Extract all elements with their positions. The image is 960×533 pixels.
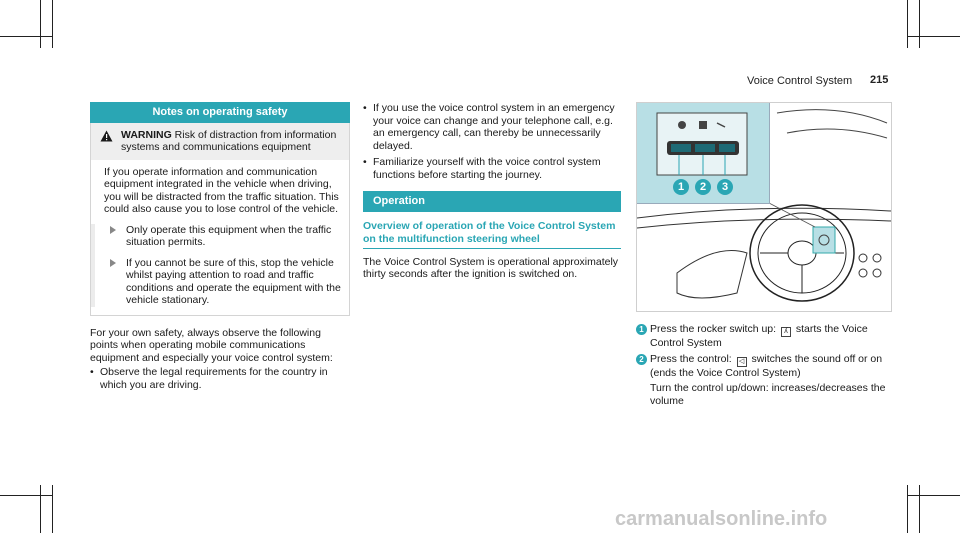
left-column (90, 102, 350, 395)
running-header-title: Voice Control System (747, 75, 853, 87)
voice-control-icon: ʎ (781, 327, 791, 337)
section-title-safety: Notes on operating safety (90, 102, 350, 123)
control-detail-inset (637, 103, 770, 204)
step-extra: Turn the control up/down: increases/decreases the volume (650, 382, 886, 407)
callout-3: 3 (717, 179, 733, 195)
crop-mark (52, 485, 53, 533)
watermark: carmanualsonline.info (615, 508, 828, 530)
crop-mark (907, 495, 960, 496)
list-item: • Observe the legal requirements for the country in which you are driving. (90, 366, 328, 391)
warning-box (90, 123, 350, 316)
warning-header (91, 123, 349, 160)
tip-item: If you cannot be sure of this, stop the vehicle whilst paying attention to road and traffic conditions and operate the equipment with the vehicle stationary. (104, 257, 341, 307)
bullet-icon: • (363, 102, 367, 114)
bullet-icon: • (363, 156, 367, 168)
crop-mark (52, 0, 53, 48)
right-column (636, 323, 892, 407)
step-item: 2 Press the control: ◁ switches the sound off or on (ends the Voice Control System) (636, 353, 892, 380)
steering-wheel-figure (636, 102, 892, 312)
safety-bullets (90, 366, 350, 391)
list-item: • Familiarize yourself with the voice control system functions before starting the journey. (363, 156, 601, 181)
warning-tips (91, 224, 341, 307)
crop-mark (919, 0, 920, 48)
bullet-icon: • (90, 366, 94, 378)
crop-mark (907, 36, 960, 37)
crop-mark (907, 485, 908, 533)
crop-mark (40, 485, 41, 533)
warning-label: WARNING (121, 128, 172, 141)
crop-mark (907, 0, 908, 48)
warning-triangle-icon (100, 130, 113, 142)
step-item: 1 Press the rocker switch up: ʎ starts the Voice Control System (636, 323, 892, 350)
operation-paragraph: The Voice Control System is operational approximately thirty seconds after the ignition is switched on. (363, 255, 619, 280)
subheading-overview: Overview of operation of the Voice Control System on the multifunction steering wheel (363, 220, 621, 249)
callout-2: 2 (695, 179, 711, 195)
crop-mark (0, 495, 52, 496)
middle-column (363, 102, 621, 281)
crop-mark (919, 485, 920, 533)
crop-mark (0, 36, 52, 37)
list-item: • If you use the voice control system in an emergency your voice can change and your telephone call, e.g. an emergency call, can thereby be unnecessarily delayed. (363, 102, 615, 152)
warning-text: If you operate information and communication equipment integrated in the vehicle when driving, you will be distracted from the traffic situation. This could also cause you to lose control of the vehicle. (104, 165, 339, 215)
mute-icon: ◁ (737, 357, 747, 367)
arrow-icon (110, 226, 116, 234)
step-number-2: 2 (636, 354, 647, 365)
crop-mark (40, 0, 41, 48)
middle-bullets (363, 102, 621, 181)
tip-item: Only operate this equipment when the traffic situation permits. (104, 224, 341, 249)
step-number-1: 1 (636, 324, 647, 335)
arrow-icon (110, 259, 116, 267)
warning-body (91, 160, 349, 315)
page-number: 215 (870, 74, 889, 86)
safety-paragraph: For your own safety, always observe the following points when operating mobile communications equipment and especially your voice control system: (90, 326, 333, 364)
section-title-operation: Operation (363, 191, 621, 212)
callout-1: 1 (673, 179, 689, 195)
warning-headline: Risk of distraction from information systems and communications equipment (121, 128, 337, 153)
